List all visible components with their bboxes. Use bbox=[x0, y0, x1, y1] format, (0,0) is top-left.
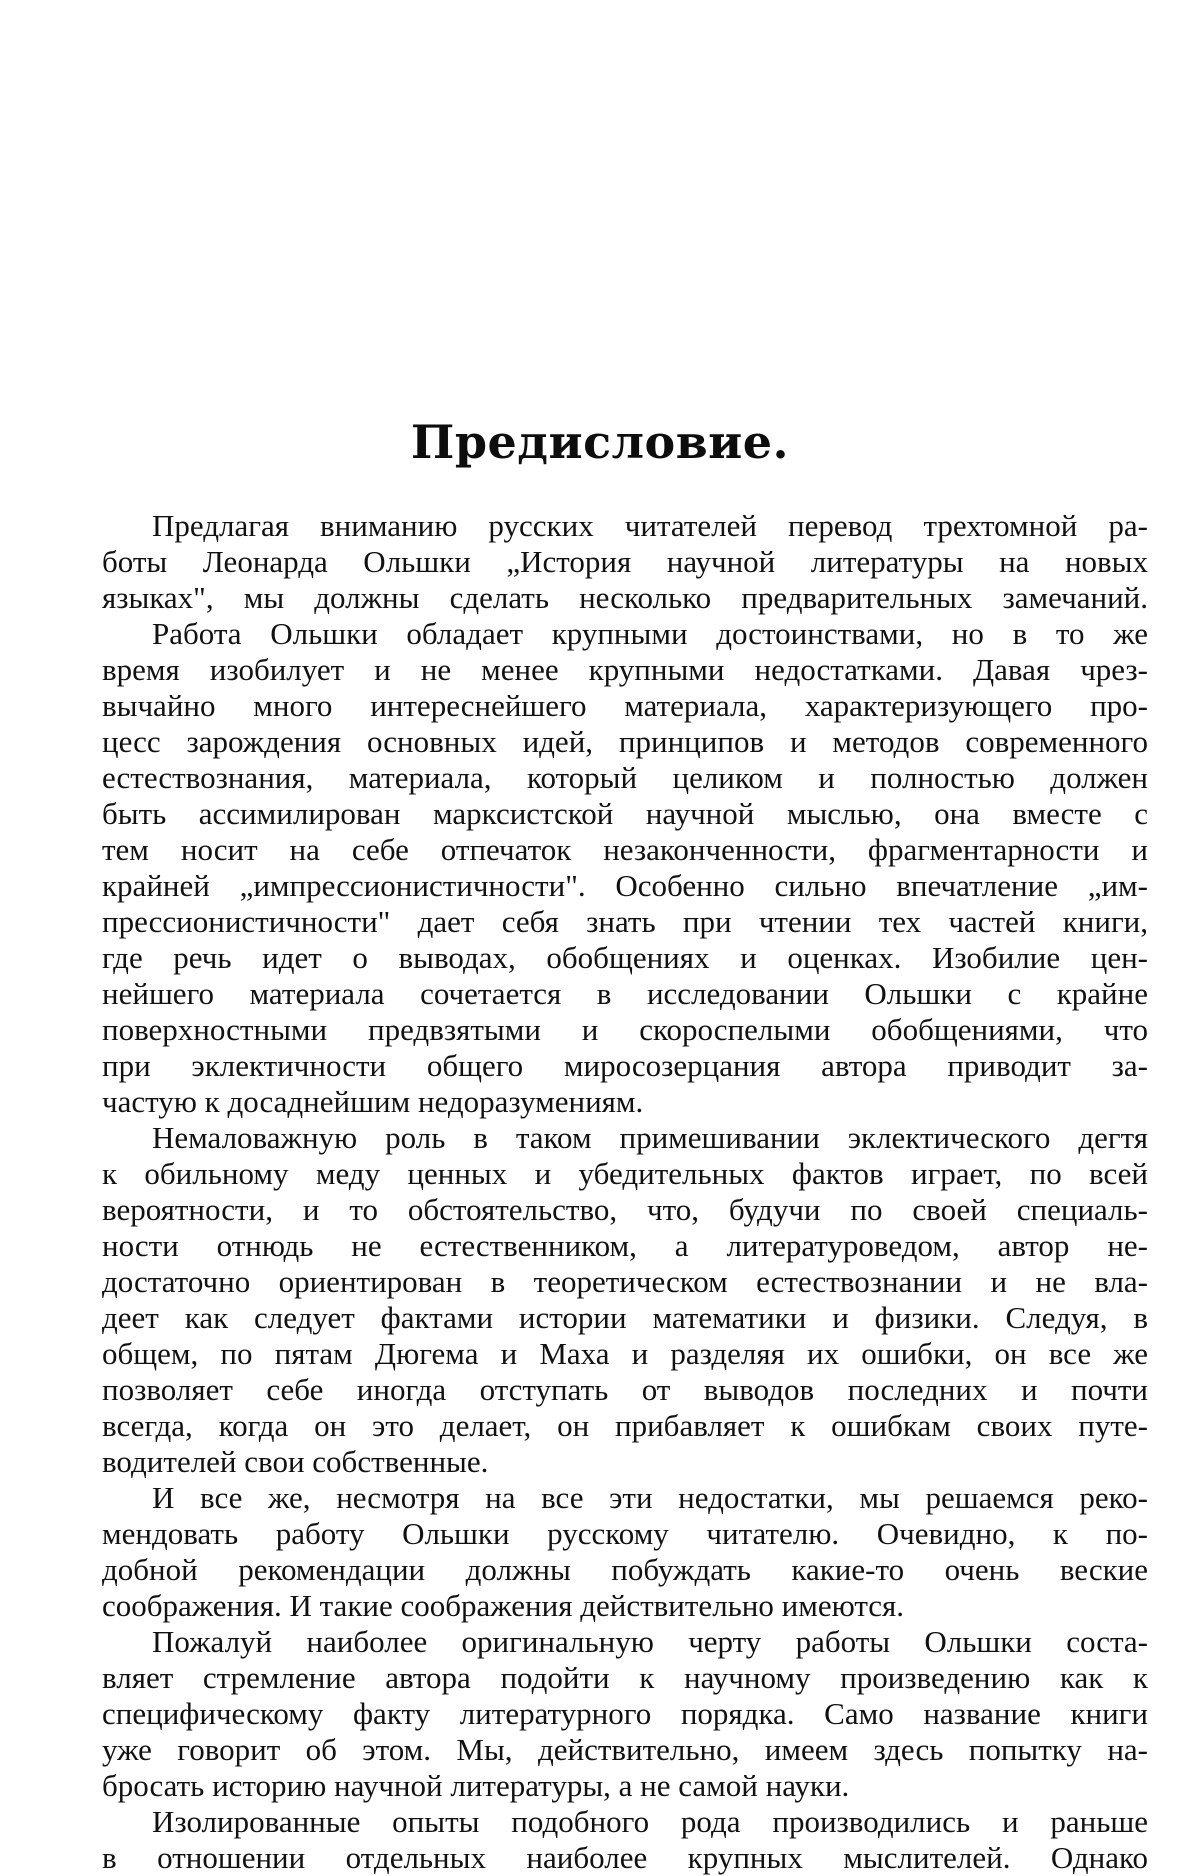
text-line: в отношении отдельных наиболее крупных мыслителей. Однако bbox=[102, 1840, 1148, 1875]
text-line: боты Леонарда Ольшки „История научной литературы на новых bbox=[102, 544, 1148, 579]
page-title: Предисловие. bbox=[410, 415, 790, 469]
text-line: соображения. И такие соображения действительно имеются. bbox=[102, 1588, 905, 1623]
text-line: языках", мы должны сделать несколько предварительных замечаний. bbox=[102, 580, 1148, 615]
text-line: специфическому факту литературного порядка. Само название книги bbox=[102, 1696, 1148, 1731]
text-line: при эклектичности общего миросозерцания автора приводит за- bbox=[102, 1048, 1148, 1083]
paragraph-1 bbox=[52, 508, 1148, 616]
text-line: где речь идет о выводах, обобщениях и оценках. Изобилие цен- bbox=[102, 940, 1148, 975]
text-line: крайней „импрессионистичности". Особенно сильно впечатление „им- bbox=[102, 868, 1148, 903]
text-line: вычайно много интереснейшего материала, характеризующего про- bbox=[102, 688, 1148, 723]
text-line: мендовать работу Ольшки русскому читателю. Очевидно, к по- bbox=[102, 1516, 1148, 1551]
text-line: водителей свои собственные. bbox=[102, 1444, 489, 1479]
text-line: поверхностными предвзятыми и скороспелыми обобщениями, что bbox=[102, 1012, 1148, 1047]
text-line: прессионистичности" дает себя знать при чтении тех частей книги, bbox=[102, 904, 1148, 939]
text-line: всегда, когда он это делает, он прибавляет к ошибкам своих путе- bbox=[102, 1408, 1148, 1443]
text-line: И все же, несмотря на все эти недостатки, мы решаемся реко- bbox=[152, 1480, 1148, 1515]
text-line: общем, по пятам Дюгема и Маха и разделяя их ошибки, он все же bbox=[102, 1336, 1148, 1371]
body-text bbox=[52, 508, 1148, 1876]
text-line: вляет стремление автора подойти к научному произведению как к bbox=[102, 1660, 1148, 1695]
paragraph-5 bbox=[52, 1624, 1148, 1804]
text-line: деет как следует фактами истории математики и физики. Следуя, в bbox=[102, 1300, 1148, 1335]
text-line: к обильному меду ценных и убедительных фактов играет, по всей bbox=[102, 1156, 1148, 1191]
paragraph-3 bbox=[52, 1120, 1148, 1480]
text-line: цесс зарождения основных идей, принципов и методов современного bbox=[102, 724, 1148, 759]
text-line: Изолированные опыты подобного рода производились и раньше bbox=[152, 1804, 1148, 1839]
text-line: нейшего материала сочетается в исследовании Ольшки с крайне bbox=[102, 976, 1148, 1011]
text-line: Предлагая вниманию русских читателей перевод трехтомной ра- bbox=[152, 508, 1148, 543]
text-line: добной рекомендации должны побуждать какие-то очень веские bbox=[102, 1552, 1148, 1587]
text-line: позволяет себе иногда отступать от выводов последних и почти bbox=[102, 1372, 1148, 1407]
text-line: достаточно ориентирован в теоретическом естествознании и не вла- bbox=[102, 1264, 1148, 1299]
text-line: ности отнюдь не естественником, а литературоведом, автор не- bbox=[102, 1228, 1148, 1263]
document-page bbox=[52, 0, 1148, 1875]
text-line: тем носит на себе отпечаток незаконченности, фрагментарности и bbox=[102, 832, 1148, 867]
text-line: уже говорит об этом. Мы, действительно, имеем здесь попытку на- bbox=[102, 1732, 1148, 1767]
paragraph-2 bbox=[52, 616, 1148, 1120]
text-line: Пожалуй наиболее оригинальную черту работы Ольшки соста- bbox=[152, 1624, 1148, 1659]
text-line: частую к досаднейшим недоразумениям. bbox=[102, 1084, 644, 1119]
text-line: естествознания, материала, который целиком и полностью должен bbox=[102, 760, 1148, 795]
text-line: время изобилует и не менее крупными недостатками. Давая чрез- bbox=[102, 652, 1148, 687]
paragraph-6 bbox=[52, 1804, 1148, 1876]
text-line: Немаловажную роль в таком примешивании эклектического дегтя bbox=[152, 1120, 1148, 1155]
text-line: вероятности, и то обстоятельство, что, будучи по своей специаль- bbox=[102, 1192, 1148, 1227]
paragraph-4 bbox=[52, 1480, 1148, 1624]
text-line: Работа Ольшки обладает крупными достоинствами, но в то же bbox=[152, 616, 1148, 651]
text-line: быть ассимилирован марксистской научной мыслью, она вместе с bbox=[102, 796, 1148, 831]
text-line: бросать историю научной литературы, а не самой науки. bbox=[102, 1768, 850, 1803]
